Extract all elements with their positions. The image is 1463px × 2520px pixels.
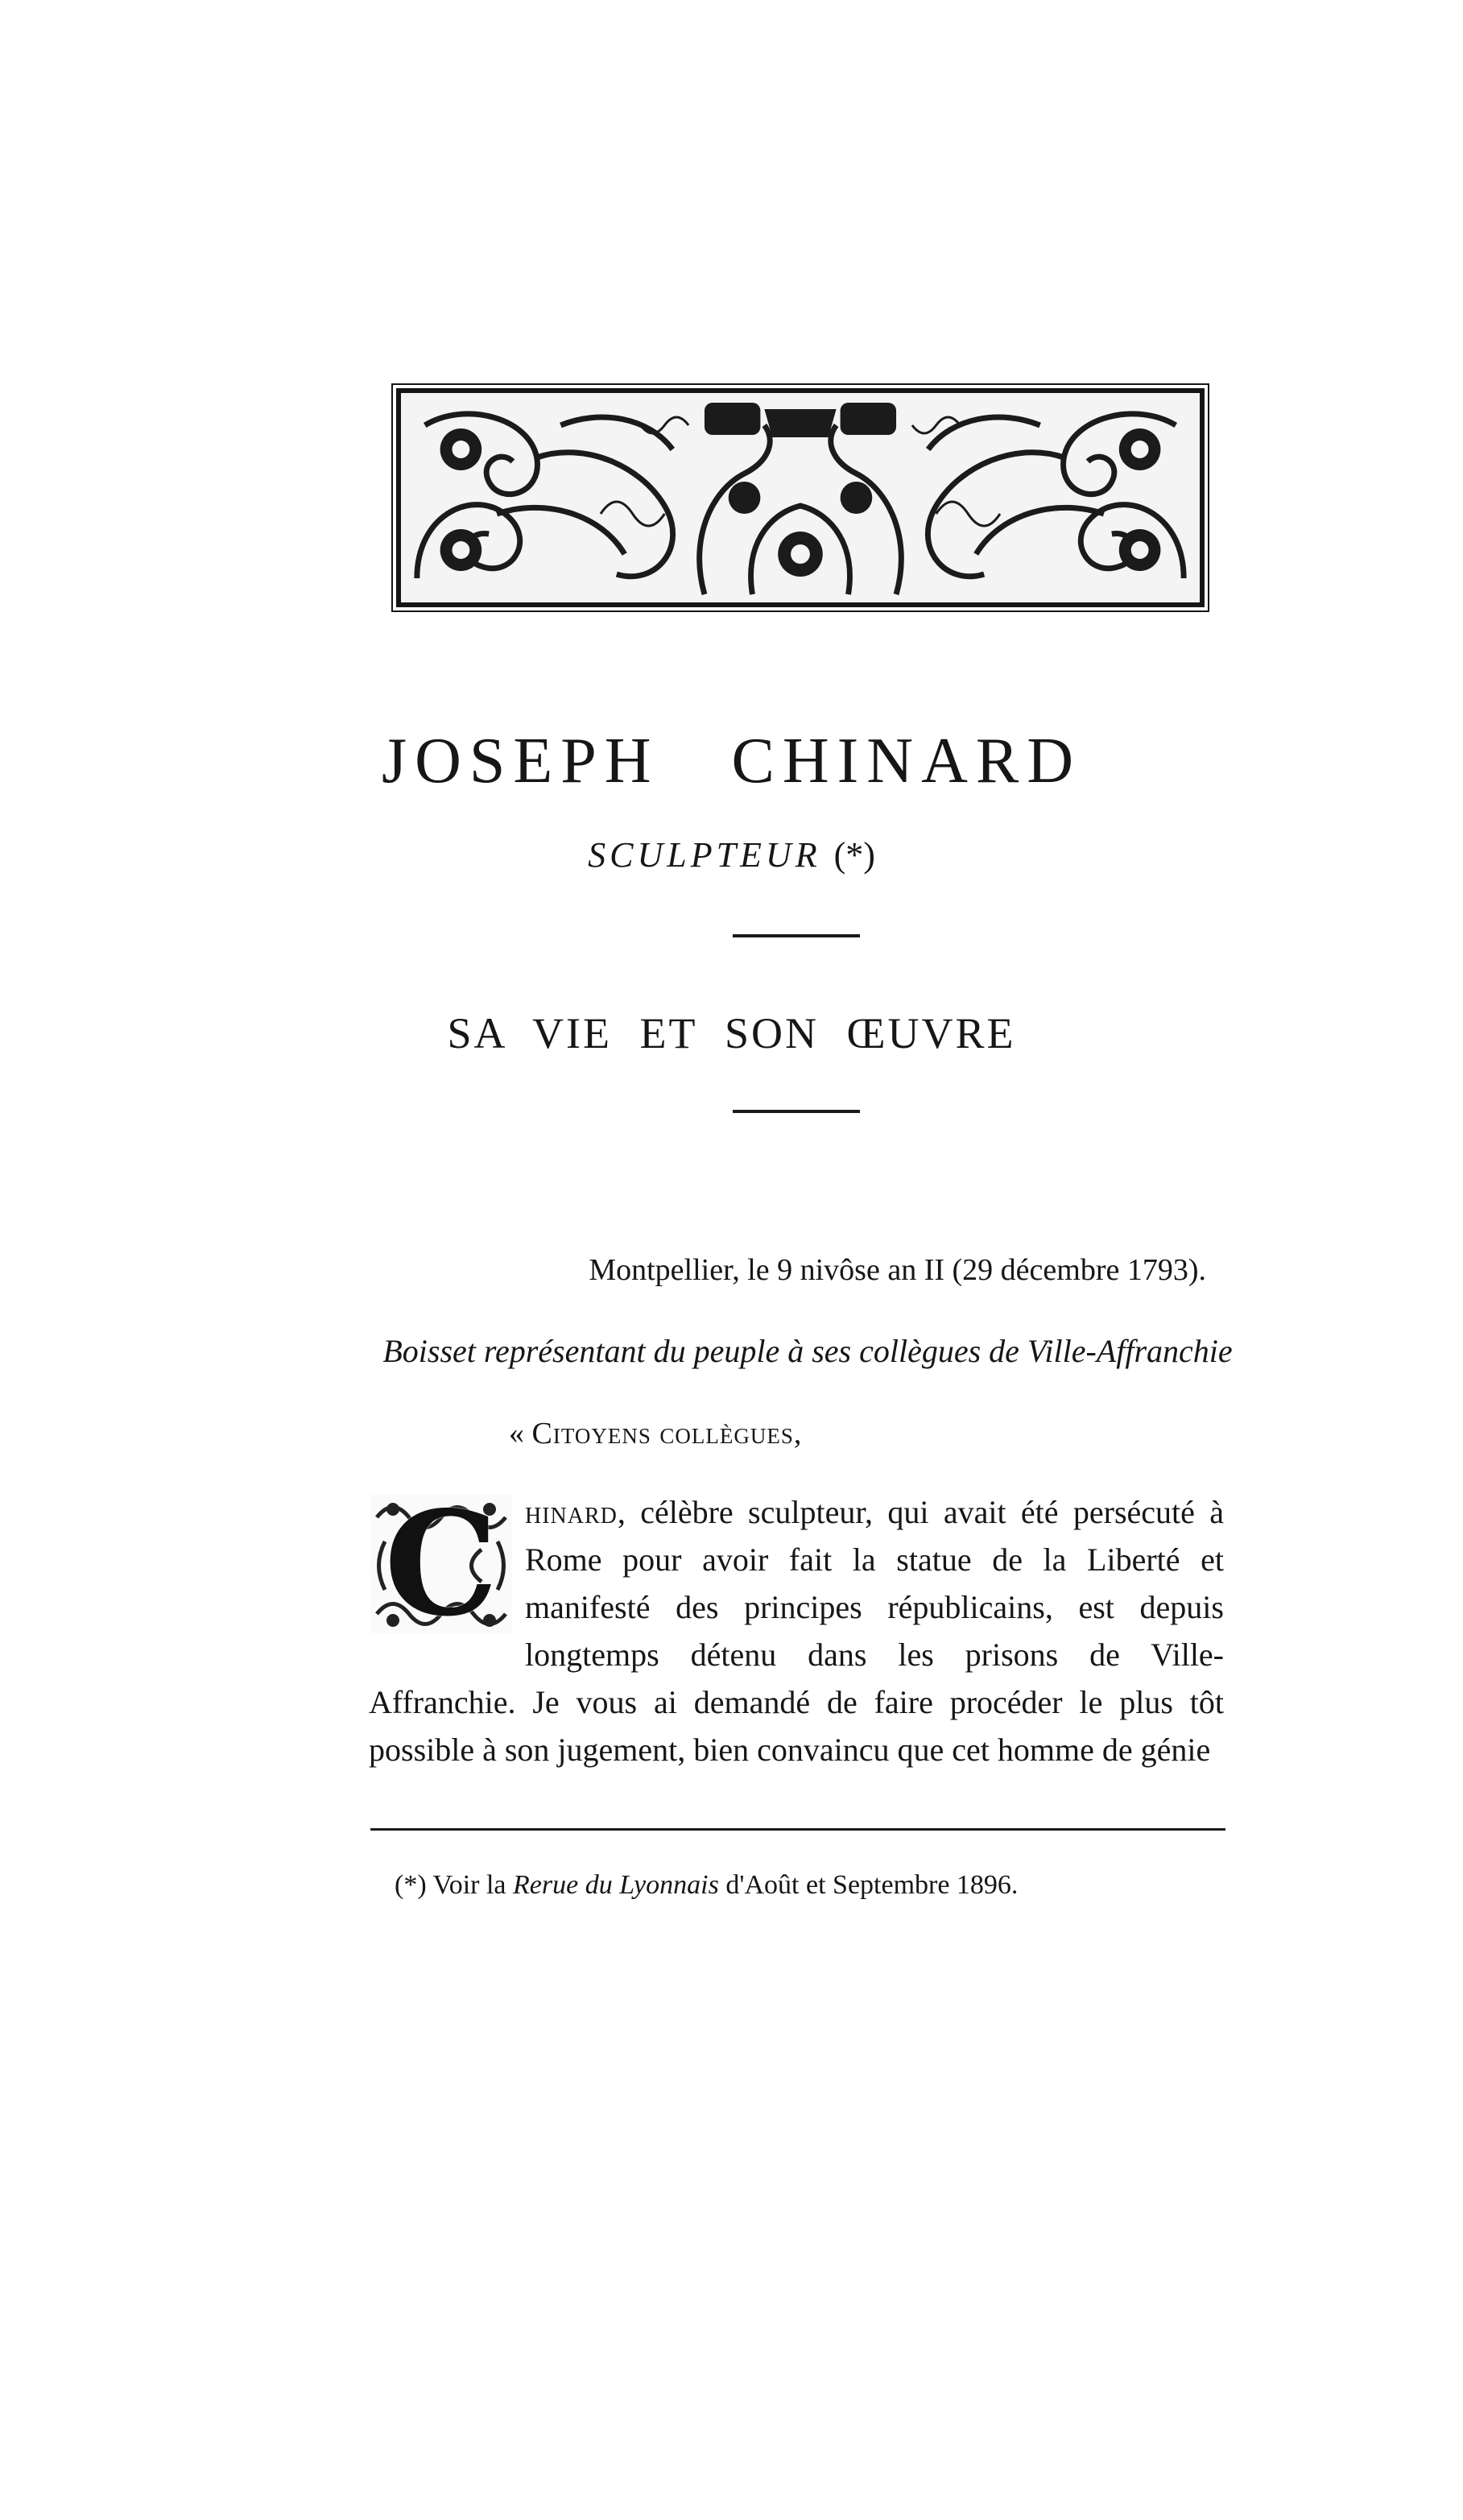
subtitle — [0, 834, 1463, 875]
ornament-scrollwork-icon — [401, 393, 1200, 602]
divider — [733, 934, 860, 937]
subtitle-text: SCULPTEUR — [588, 835, 821, 875]
footnote-reference[interactable]: (*) — [833, 835, 875, 875]
drop-cap — [369, 1479, 514, 1648]
letter-addressee: Boisset représentant du peuple à ses collègues de Ville-Affranchie — [382, 1333, 1233, 1369]
divider — [733, 1110, 860, 1113]
footnote-separator — [370, 1828, 1225, 1831]
section-title: SA VIE ET SON ŒUVRE — [447, 1009, 1016, 1057]
letter-salutation — [509, 1416, 802, 1451]
body-text: , célèbre sculpteur, qui avait été persécuté à Rome pour avoir fait la statue de la Liberté et manifesté des principes républicains, est depuis longtemps détenu dans les prisons de Ville-Affranchie. Je vous ai demandé de faire procéder le plus tôt possible à son jugement, bien convaincu que cet homme de génie — [369, 1494, 1224, 1768]
footnote-rest: d'Août et Septembre 1896. — [718, 1870, 1019, 1900]
salutation-text: Citoyens collègues, — [531, 1417, 803, 1450]
footnote-journal: Rerue du Lyonnais — [513, 1870, 719, 1900]
lead-word: hinard — [525, 1494, 618, 1530]
letter-body — [369, 1479, 1224, 1773]
letter-dateline: Montpellier, le 9 nivôse an II (29 décembre 1793). — [589, 1253, 1206, 1287]
footnote — [395, 1870, 1200, 1901]
opening-quote: « — [509, 1417, 532, 1450]
drop-cap-letter: C — [384, 1479, 498, 1648]
page-title: JOSEPH CHINARD — [382, 726, 1081, 797]
ornamental-headpiece — [396, 388, 1205, 607]
footnote-marker: (*) Voir la — [395, 1870, 514, 1900]
